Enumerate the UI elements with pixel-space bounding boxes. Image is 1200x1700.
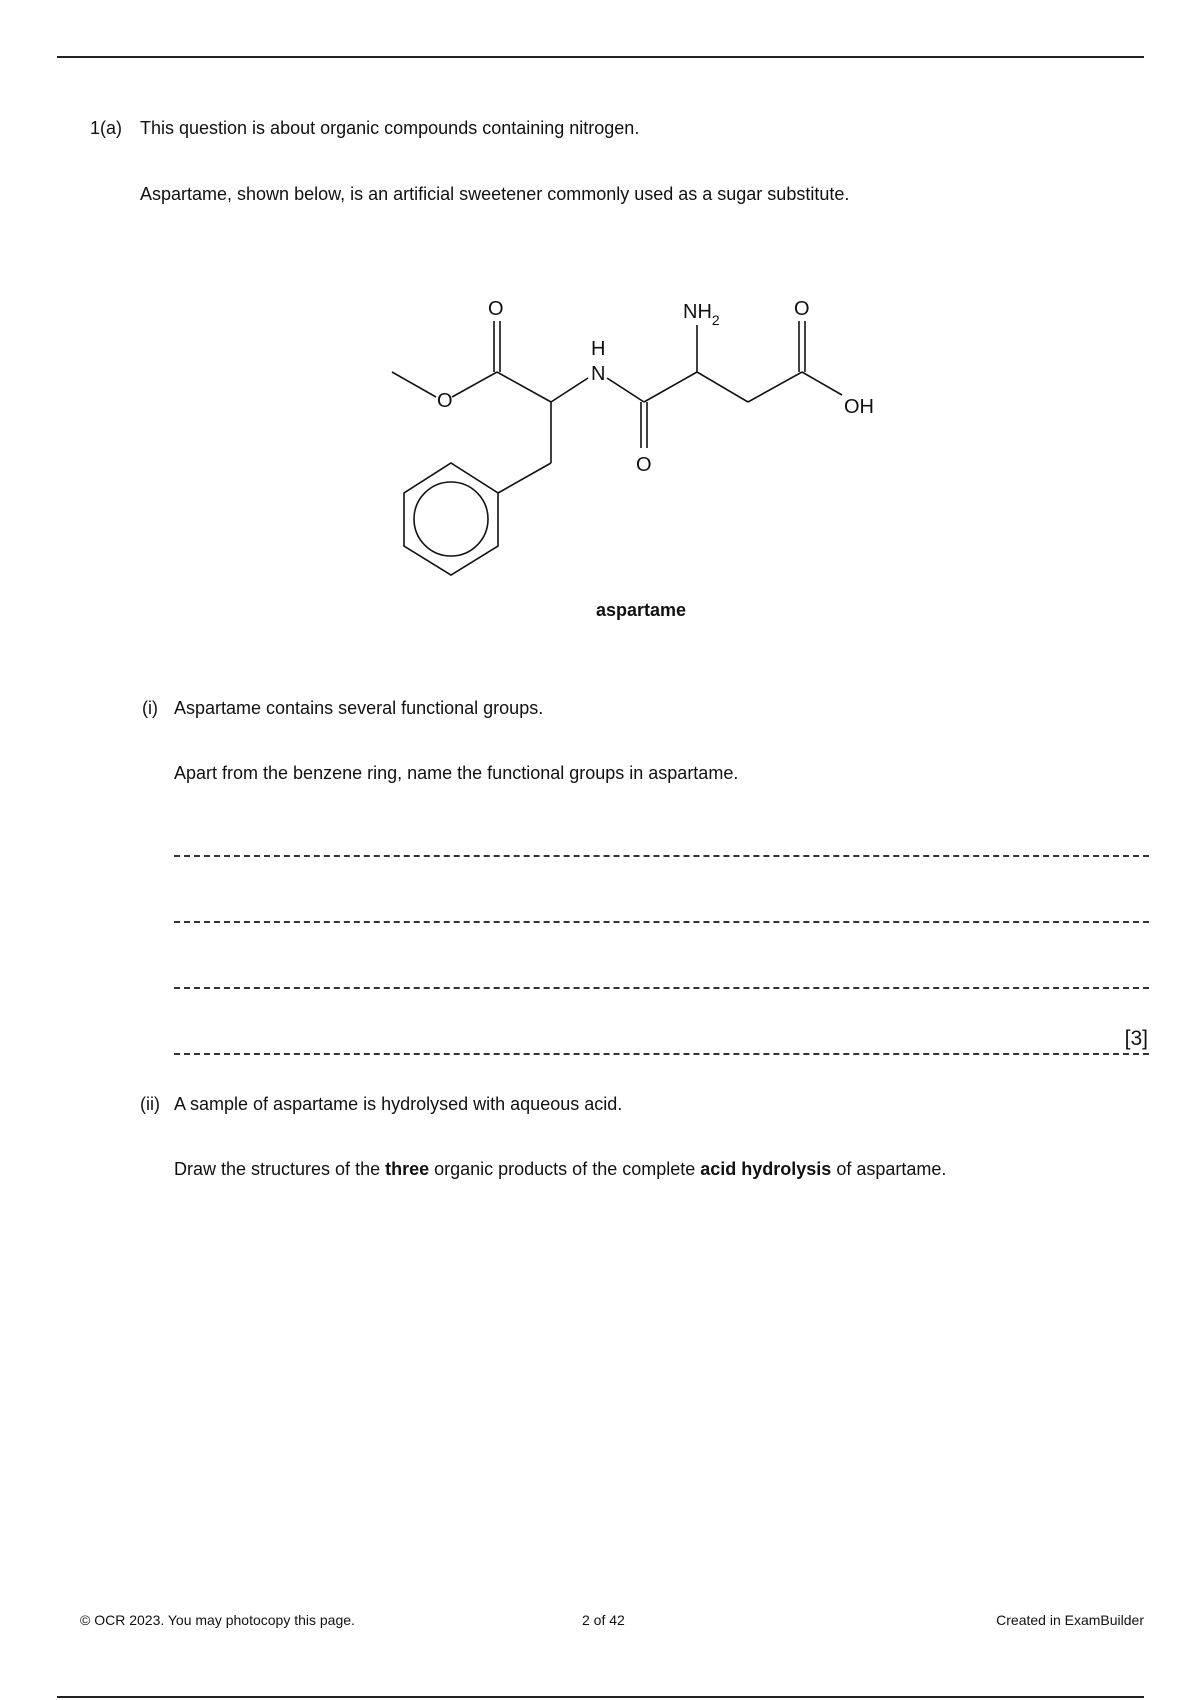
atom-o-ester: O	[437, 390, 453, 412]
bond-n-c	[607, 378, 644, 402]
molecule-caption: aspartame	[595, 600, 687, 620]
marks-indicator: [3]	[1124, 1027, 1148, 1050]
atom-o-acid: O	[794, 298, 810, 320]
bond-c-alpha	[497, 372, 551, 402]
bond-ch2-ring	[498, 463, 551, 493]
footer-copyright: © OCR 2023. You may photocopy this page.	[80, 1612, 355, 1628]
footer-page-number: 2 of 42	[582, 1612, 625, 1628]
footer-credit: Created in ExamBuilder	[996, 1612, 1144, 1628]
bond-ch2-cooh	[748, 372, 802, 402]
bond-c-oh	[802, 372, 842, 395]
bond-ch-ch2	[697, 372, 748, 402]
atom-n-amide: N	[591, 363, 606, 385]
bond-c-ch	[644, 372, 697, 402]
atom-h-amide: H	[591, 338, 606, 360]
bond-alpha-n	[551, 378, 588, 402]
atom-o-amide: O	[636, 454, 652, 476]
aspartame-intro: Aspartame, shown below, is an artificial sweetener commonly used as a sugar substitute.	[140, 184, 850, 204]
question-number: 1(a)	[90, 118, 123, 138]
answer-line[interactable]	[174, 1053, 1149, 1055]
part-ii-text: A sample of aspartame is hydrolysed with aqueous acid.	[174, 1094, 623, 1114]
part-i-text: Aspartame contains several functional groups.	[174, 698, 544, 718]
header-rule	[57, 56, 1144, 58]
molecule-atom-labels	[437, 298, 874, 476]
atom-nh2: $NH_2$	[683, 301, 720, 328]
question-intro: This question is about organic compounds containing nitrogen.	[140, 118, 640, 138]
benzene-ring	[404, 463, 498, 575]
molecule-bonds	[392, 321, 842, 575]
atom-o-ester-carbonyl: O	[488, 298, 504, 320]
bond-methyl	[392, 372, 436, 397]
part-i-instruction: Apart from the benzene ring, name the functional groups in aspartame.	[174, 763, 739, 783]
footer-rule	[57, 1696, 1144, 1698]
aspartame-structure	[380, 285, 920, 590]
part-ii-label: (ii)	[140, 1094, 160, 1114]
part-ii-instruction: Draw the structures of the three organic products of the complete acid hydrolysis of aspartame.	[174, 1159, 947, 1179]
answer-line[interactable]	[174, 921, 1149, 923]
benzene-aromatic-circle	[414, 482, 488, 556]
atom-oh: OH	[844, 396, 874, 418]
bond-o-c	[452, 372, 497, 397]
answer-line[interactable]	[174, 855, 1149, 857]
part-i-label: (i)	[142, 698, 158, 718]
answer-line[interactable]	[174, 987, 1149, 989]
